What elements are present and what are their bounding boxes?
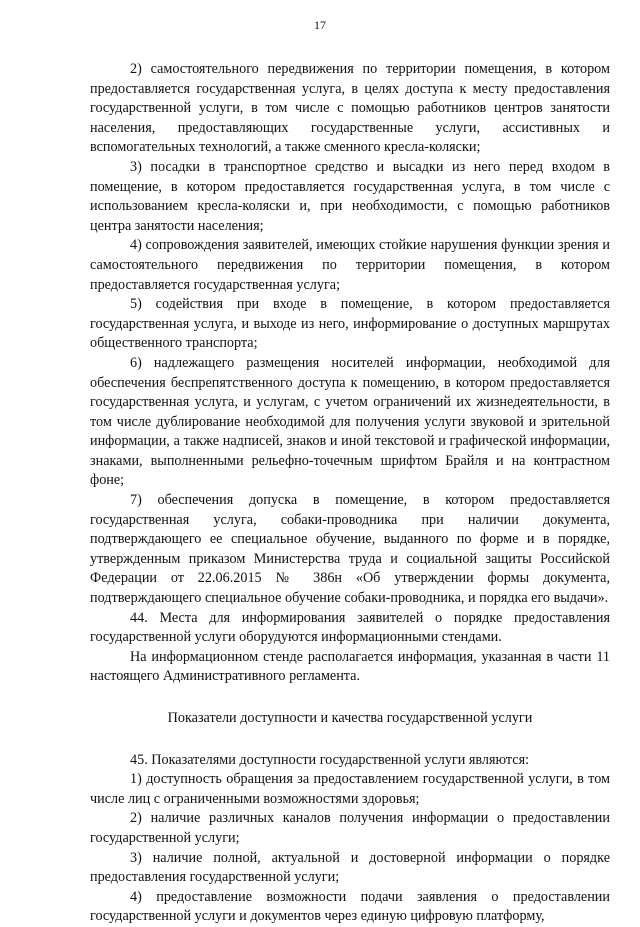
paragraph-info-stand: На информационном стенде располагается информация, указанная в части 11 настоящего Административного регламента. <box>90 648 610 685</box>
section-heading: Показатели доступности и качества государственной услуги <box>167 710 533 726</box>
paragraph-45-item-4: 4) предоставление возможности подачи заявления о предоставлении государственной услуги и документов через единую цифровую платформу, <box>90 888 610 925</box>
paragraph-item-5: 5) содействия при входе в помещение, в котором предоставляется государственная услуга, и выходе из него, информирование о доступных маршрутах общественного транспорта; <box>90 296 610 352</box>
paragraph-45-item-2: 2) наличие различных каналов получения информации о предоставлении государственной услуги; <box>90 810 610 846</box>
paragraph-item-4: 4) сопровождения заявителей, имеющих стойкие нарушения функции зрения и самостоятельного передвижения по территории помещения, в котором предоставляется государственная услуга; <box>90 237 610 293</box>
paragraph-item-2: 2) самостоятельного передвижения по территории помещения, в котором предоставляется государственная услуга, в целях доступа к месту предоставления государственной услуги, в том числе с помощью работников центров занятости населения, предоставляющих государственные услуги, ассистивных и вспомогательных технологий, а также сменного кресла-коляски; <box>90 61 610 156</box>
paragraph-45-item-3: 3) наличие полной, актуальной и достоверной информации о порядке предоставления государственной услуги; <box>90 849 610 886</box>
paragraph-45: 45. Показателями доступности государственной услуги являются: <box>130 751 530 768</box>
paragraph-44: 44. Места для информирования заявителей о порядке предоставления государственной услуги оборудуются информационными стендами. <box>90 609 610 646</box>
paragraph-item-3: 3) посадки в транспортное средство и высадки из него перед входом в помещение, в котором предоставляется государственная услуга, в том числе с использованием кресла-коляски и, при необходимости, с помощью работников центра занятости населения; <box>90 158 610 234</box>
paragraph-item-7: 7) обеспечения допуска в помещение, в котором предоставляется государственная услуга, собаки-проводника при наличии документа, подтверждающего ее специальное обучение, выданного по форме и в порядке, утвержденным приказом Министерства труда и социальной защиты Российской Федерации от 22.06.2015 № 386н «Об утверждении формы документа, подтверждающего специальное обучение собаки-проводника, и порядка его выдачи». <box>90 492 610 607</box>
page-number: 17 <box>314 18 326 32</box>
paragraph-item-6: 6) надлежащего размещения носителей информации, необходимой для обеспечения беспрепятственного доступа к помещению, в котором предоставляется государственная услуга, и услугам, с учетом ограничений их жизнедеятельности, в том числе дублирование необходимой для получения услуги звуковой и зрительной информации, а также надписей, знаков и иной текстовой и графической информации, знаками, выполненными рельефно-точечным шрифтом Брайля и на контрастном фоне; <box>90 354 610 489</box>
document-body <box>90 60 610 927</box>
paragraph-45-item-1: 1) доступность обращения за предоставлением государственной услуги, в том числе лиц с ограниченными возможностями здоровья; <box>90 771 610 807</box>
